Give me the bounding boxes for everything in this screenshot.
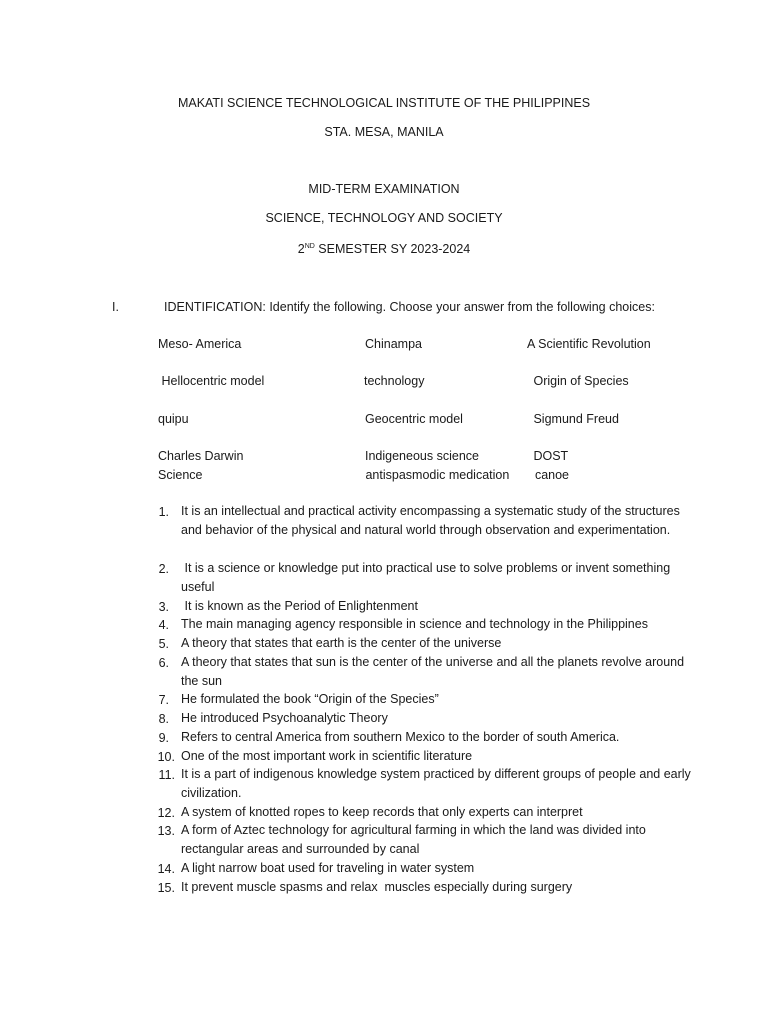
question-text: It is known as the Period of Enlightenment (181, 599, 418, 613)
question-text: He formulated the book “Origin of the Species” (181, 692, 439, 706)
question-text: He introduced Psychoanalytic Theory (181, 711, 388, 725)
question-text: A theory that states that sun is the center of the universe and all the planets revolve around the sun (181, 655, 685, 688)
exam-title: MID-TERM EXAMINATION (308, 182, 460, 196)
question-number: 8. (158, 712, 169, 726)
question-number: 7. (158, 693, 169, 707)
choice: Chinampa (365, 337, 422, 351)
choice: quipu (158, 412, 189, 426)
choice: Charles Darwin (158, 449, 244, 463)
question-text: A form of Aztec technology for agricultural farming in which the land was divided into rectangular areas and surrounded by canal (181, 823, 646, 856)
question-number: 5. (158, 637, 169, 651)
choice: technology (364, 374, 425, 388)
semester-line (0, 241, 768, 257)
question-text: A system of knotted ropes to keep records that only experts can interpret (181, 805, 583, 819)
section-numeral: I. (112, 300, 119, 314)
choice: A Scientific Revolution (527, 337, 651, 351)
question-number: 12. (157, 806, 175, 820)
question-number: 13. (157, 824, 175, 838)
choice: Geocentric model (365, 412, 463, 426)
semester-superscript: ND (304, 243, 315, 250)
question-text: It is a science or knowledge put into practical use to solve problems or invent something useful (181, 561, 674, 594)
question-number: 3. (158, 600, 169, 614)
question-text: A light narrow boat used for traveling in water system (181, 861, 475, 875)
question-text: It is a part of indigenous knowledge system practiced by different groups of people and early civilization. (181, 767, 691, 800)
question-text: It is an intellectual and practical activity encompassing a systematic study of the structures and behavior of the physical and natural world through observation and experimentation. (181, 504, 680, 537)
choice: Meso- America (158, 337, 242, 351)
question-text: The main managing agency responsible in science and technology in the Philippines (181, 617, 648, 631)
question-text: Refers to central America from southern Mexico to the border of south America. (181, 730, 620, 744)
section-instruction: IDENTIFICATION: Identify the following. Choose your answer from the following choices: (164, 300, 655, 314)
question-number: 1. (158, 505, 169, 519)
institution-location: STA. MESA, MANILA (324, 125, 444, 139)
choice: Sigmund Freud (530, 412, 619, 426)
choice: Science (158, 468, 203, 482)
question-number: 11. (158, 768, 175, 782)
semester-text: SEMESTER SY 2023-2024 (314, 242, 471, 256)
choice: Indigeneous science (365, 449, 479, 463)
subject-title: SCIENCE, TECHNOLOGY AND SOCIETY (265, 211, 503, 225)
question-text: A theory that states that earth is the center of the universe (181, 636, 502, 650)
choice: antispasmodic medication (362, 468, 510, 482)
choice: canoe (528, 468, 570, 482)
question-text: It prevent muscle spasms and relax muscles especially during surgery (181, 880, 573, 894)
question-number: 4. (158, 618, 169, 632)
institution-name: MAKATI SCIENCE TECHNOLOGICAL INSTITUTE OF THE PHILIPPINES (177, 96, 591, 110)
question-number: 14. (157, 862, 175, 876)
choice: Hellocentric model (158, 374, 265, 388)
question-number: 15. (157, 881, 175, 895)
choice: DOST (530, 449, 569, 463)
choice: Origin of Species (530, 374, 629, 388)
question-number: 2. (158, 562, 169, 576)
question-number: 6. (158, 656, 169, 670)
question-text: One of the most important work in scientific literature (181, 749, 473, 763)
question-number: 9. (158, 731, 169, 745)
question-number: 10. (157, 750, 175, 764)
semester-number: 2 (297, 242, 305, 256)
